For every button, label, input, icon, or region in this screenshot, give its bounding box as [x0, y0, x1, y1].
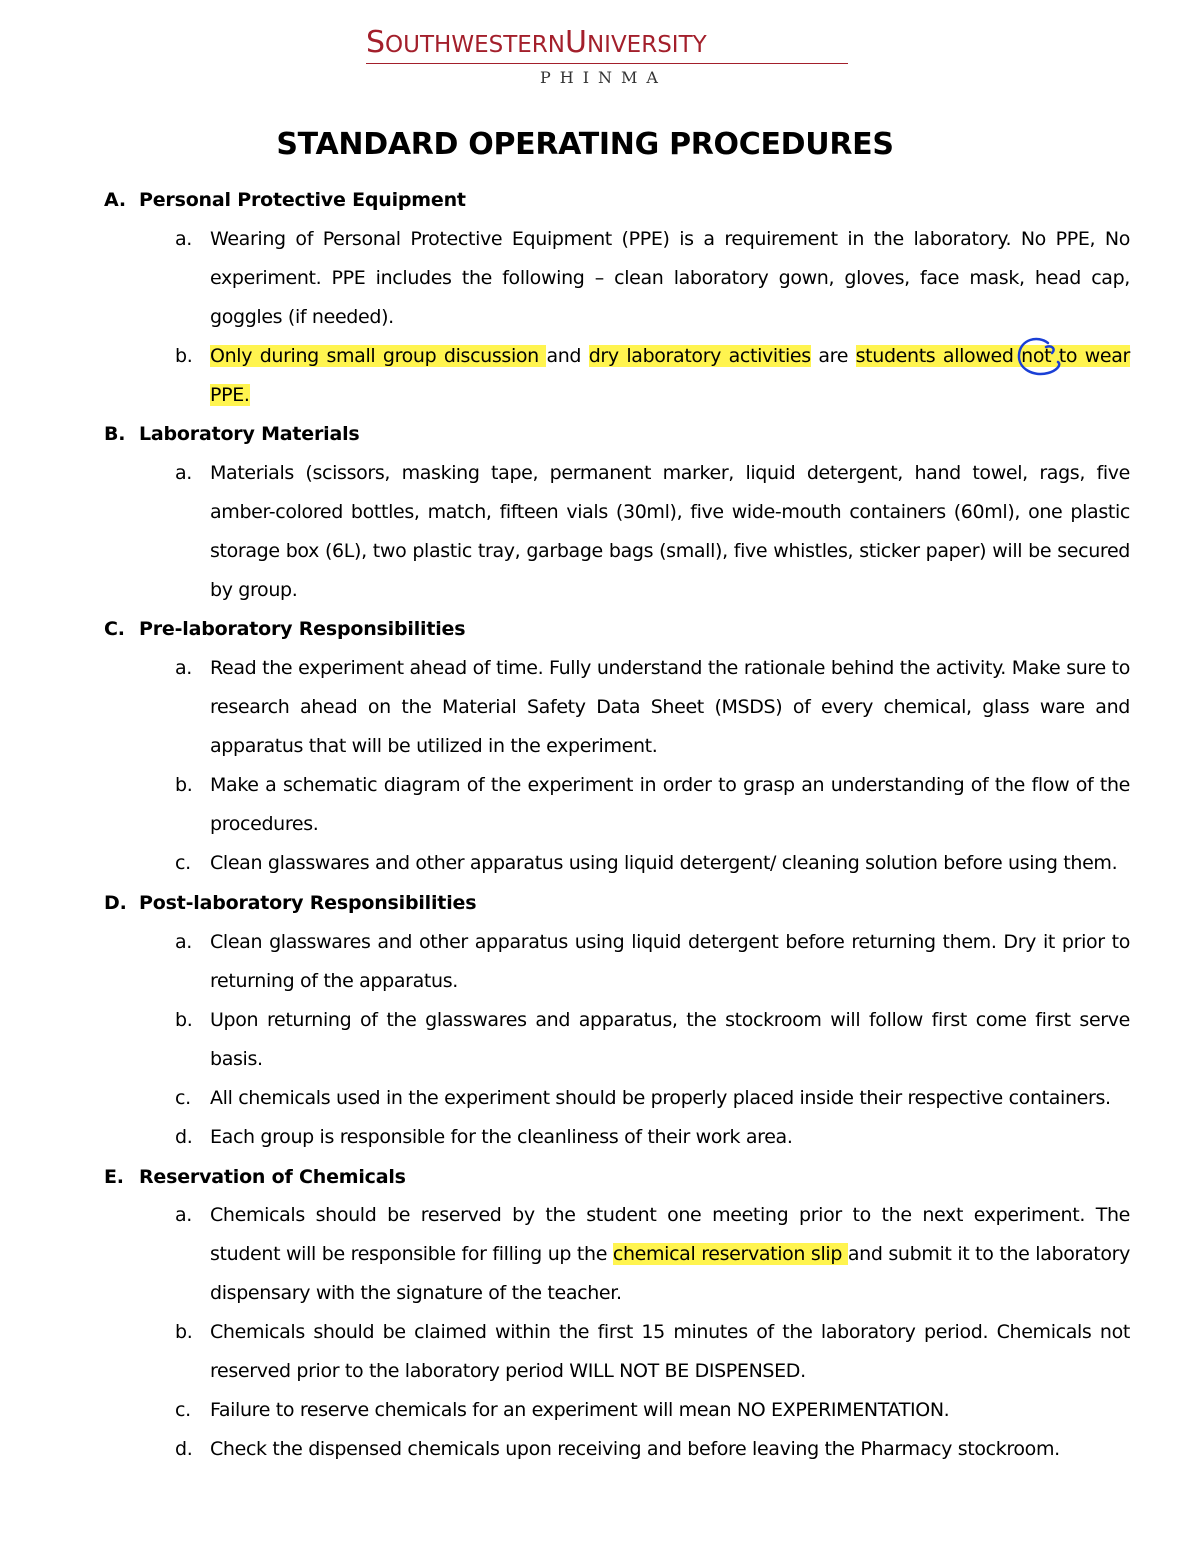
- list-item-highlighted: a. Chemicals should be reserved by the student one meeting prior to the next experiment. The student will be responsible for filling up the chemical reservation slip and submit it to the laboratory dispensary with the signature of the teacher.: [175, 1204, 1131, 1304]
- list-item: d. Check the dispensed chemicals upon receiving and before leaving the Pharmacy stockroom.: [175, 1438, 1060, 1460]
- document-title: STANDARD OPERATING PROCEDURES: [276, 127, 894, 162]
- list-item: c. Failure to reserve chemicals for an experiment will mean NO EXPERIMENTATION.: [175, 1399, 950, 1421]
- list-item: d. Each group is responsible for the cleanliness of their work area.: [175, 1126, 793, 1148]
- list-item: b. Chemicals should be claimed within the first 15 minutes of the laboratory period. Chemicals not reserved prior to the laboratory period WILL NOT BE DISPENSED.: [175, 1321, 1130, 1382]
- list-item-highlighted: b. Only during small group discussion and dry laboratory activities are students allowed not to wear PPE.: [175, 345, 1131, 406]
- university-logo: [366, 25, 848, 87]
- list-item: c. Clean glasswares and other apparatus using liquid detergent/ cleaning solution before using them.: [175, 852, 1118, 874]
- list-item: a. Clean glasswares and other apparatus using liquid detergent before returning them. Dry it prior to returning of the apparatus.: [175, 931, 1130, 992]
- section-b-heading: B. Laboratory Materials: [104, 423, 360, 445]
- list-item: a. Wearing of Personal Protective Equipment (PPE) is a requirement in the laboratory. No PPE, No experiment. PPE includes the following – clean laboratory gown, gloves, face mask, head cap, goggles (if needed).: [175, 228, 1130, 328]
- section-a-heading: A. Personal Protective Equipment: [104, 189, 466, 211]
- logo-divider: [366, 63, 848, 64]
- section-d-heading: D. Post-laboratory Responsibilities: [104, 892, 477, 914]
- list-item: a. Read the experiment ahead of time. Fully understand the rationale behind the activity. Make sure to research ahead on the Material Safety Data Sheet (MSDS) of every chemical, glass ware and apparatus that will be utilized in the experiment.: [175, 657, 1130, 757]
- section-e-heading: E. Reservation of Chemicals: [104, 1166, 406, 1188]
- logo-wordmark: SOUTHWESTERNUNIVERSITY: [366, 25, 707, 60]
- logo-subtitle: PHINMA: [540, 68, 667, 87]
- list-item: b. Make a schematic diagram of the experiment in order to grasp an understanding of the flow of the procedures.: [175, 774, 1130, 835]
- list-item: b. Upon returning of the glasswares and apparatus, the stockroom will follow first come first serve basis.: [175, 1009, 1130, 1070]
- section-c-heading: C. Pre-laboratory Responsibilities: [104, 618, 466, 640]
- list-item: c. All chemicals used in the experiment should be properly placed inside their respective containers.: [175, 1087, 1111, 1109]
- list-item: a. Materials (scissors, masking tape, permanent marker, liquid detergent, hand towel, rags, five amber-colored bottles, match, fifteen vials (30ml), five wide-mouth containers (60ml), one plastic storage box (6L), two plastic tray, garbage bags (small), five whistles, sticker paper) will be secured by group.: [175, 462, 1130, 601]
